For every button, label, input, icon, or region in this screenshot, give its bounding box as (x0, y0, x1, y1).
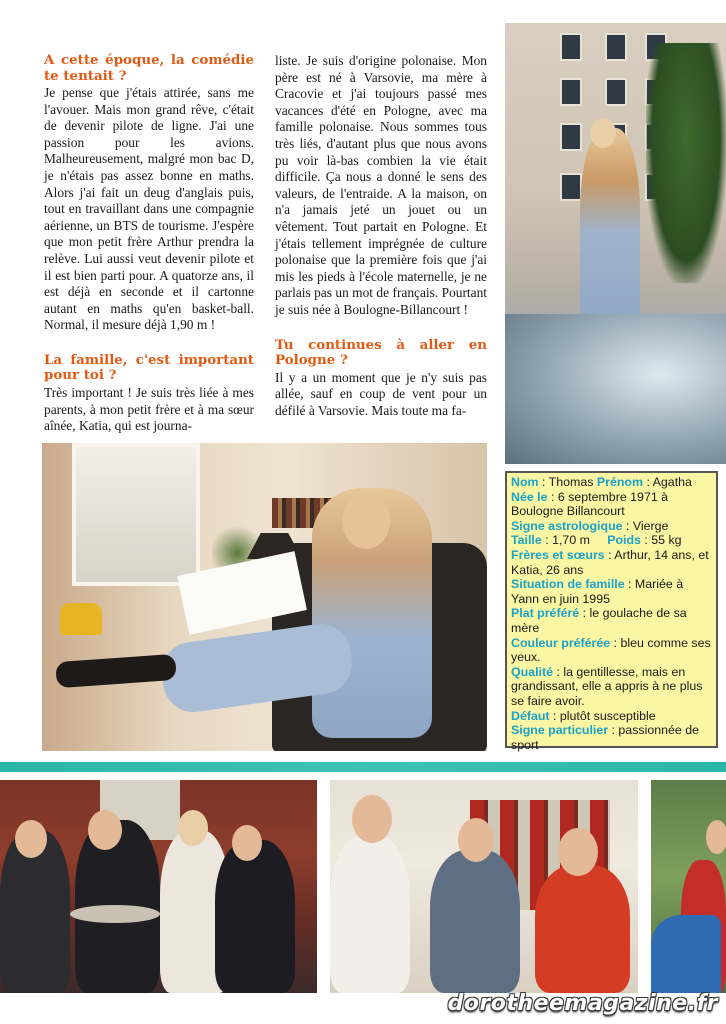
article-column-1 (44, 53, 254, 435)
question-heading: A cette époque, la comédie te tentait ? (44, 52, 254, 84)
fact-label: Taille (511, 533, 542, 548)
fact-value: : 6 septembre 1971 à Boulogne Billancourt (511, 489, 669, 519)
fact-label: Frères et sœurs (511, 547, 605, 562)
photo-office-scene (330, 780, 638, 993)
fact-row (511, 533, 712, 548)
photo-fountain (505, 23, 726, 464)
fact-value: : 55 kg (640, 533, 682, 548)
fact-value: : 1,70 m (541, 533, 608, 548)
profile-fact-box (505, 471, 718, 752)
fact-row (511, 519, 712, 534)
fact-value: : Thomas (538, 475, 597, 489)
fact-label: Née le (511, 489, 548, 504)
fact-row (511, 709, 712, 724)
fact-row (511, 723, 712, 752)
photo-cafe-scene (0, 780, 317, 993)
photo-living-room (42, 443, 487, 751)
fact-row (511, 490, 712, 519)
fact-row (511, 475, 712, 490)
fact-value: : Mariée à Yann en juin 1995 (511, 577, 684, 606)
fact-value: : plutôt susceptible (549, 708, 656, 723)
fact-label: Signe astrologique (511, 518, 623, 533)
decorative-band (0, 762, 726, 772)
answer-paragraph: liste. Je suis d'origine polonaise. Mon père est né à Varsovie, ma mère à Cracovie et j'ai toujours passé mes vacances d'été en Pologne, avec ma famille polonaise. Nous sommes tous très liés, d'autant plus que nous avons pu voir là-bas combien la vie était difficile. Ça nous a donné le sens des valeurs, de l'entraide. A la maison, on n'a jamais jeté un jouet ou un vêtement. Tout partait en Pologne. Et j'étais tellement imprégnée de culture polonaise que la première fois que j'ai mis les pieds à l'école maternelle, je ne parlais pas un mot de français. Pourtant je suis née à Boulogne-Billancourt ! (275, 53, 487, 317)
fact-row (511, 606, 712, 635)
fact-row (511, 548, 712, 577)
fact-label: Nom (511, 475, 539, 489)
fact-row (511, 636, 712, 665)
answer-paragraph: Il y a un moment que je n'y suis pas allée, sauf en coup de vent pour un défilé à Varsovie. Mais toute ma fa- (275, 369, 487, 418)
fact-row (511, 577, 712, 606)
fact-value: : Vierge (622, 518, 669, 533)
fact-value: : bleu comme ses yeux. (511, 635, 711, 665)
fact-label: Plat préféré (511, 606, 580, 621)
article-column-2 (275, 53, 487, 419)
fact-value: : la gentillesse, mais en grandissant, elle a appris à ne plus se faire avoir. (511, 664, 703, 708)
fact-value: : Agatha (643, 475, 692, 489)
fact-label: Signe particulier (511, 723, 609, 738)
answer-paragraph: Très important ! Je suis très liée à mes parents, à mon petit frère et à ma sœur aînée, Katia, qui est journa- (44, 384, 254, 434)
fact-label: Couleur préférée (511, 635, 611, 650)
fact-label: Situation de famille (511, 577, 625, 592)
photo-park-scene (651, 780, 726, 993)
fact-label: Prénom (596, 475, 643, 489)
fact-value: : le goulache de sa mère (511, 606, 687, 635)
question-heading: Tu continues à aller en Pologne ? (275, 336, 487, 368)
fact-value: : passionnée de sport (511, 723, 700, 752)
fact-value: : Arthur, 14 ans, et Katia, 26 ans (511, 547, 709, 577)
answer-paragraph: Je pense que j'étais attirée, sans me l'avouer. Mais mon grand rêve, c'était de devenir pilote de ligne. J'ai une passion pour les avions. Malheureusement, malgré mon bac D, je n'étais pas assez bonne en maths. Alors j'ai fait un deug d'anglais puis, tout en travaillant dans une compagnie aérienne, un BTS de tourisme. J'espère que mon petit frère Arthur prendra la relève. Lui aussi veut devenir pilote et il est bien parti pour. A quatorze ans, il est déjà en seconde et il cartonne autant en maths qu'en basket-ball. Normal, il mesure déjà 1,90 m ! (44, 85, 254, 333)
fact-label: Qualité (511, 664, 553, 679)
fact-row (511, 665, 712, 709)
fact-label: Poids (607, 533, 641, 548)
site-watermark: dorotheemagazine.fr (447, 991, 718, 1016)
question-heading: La famille, c'est important pour toi ? (44, 351, 254, 384)
fact-label: Défaut (511, 708, 550, 723)
